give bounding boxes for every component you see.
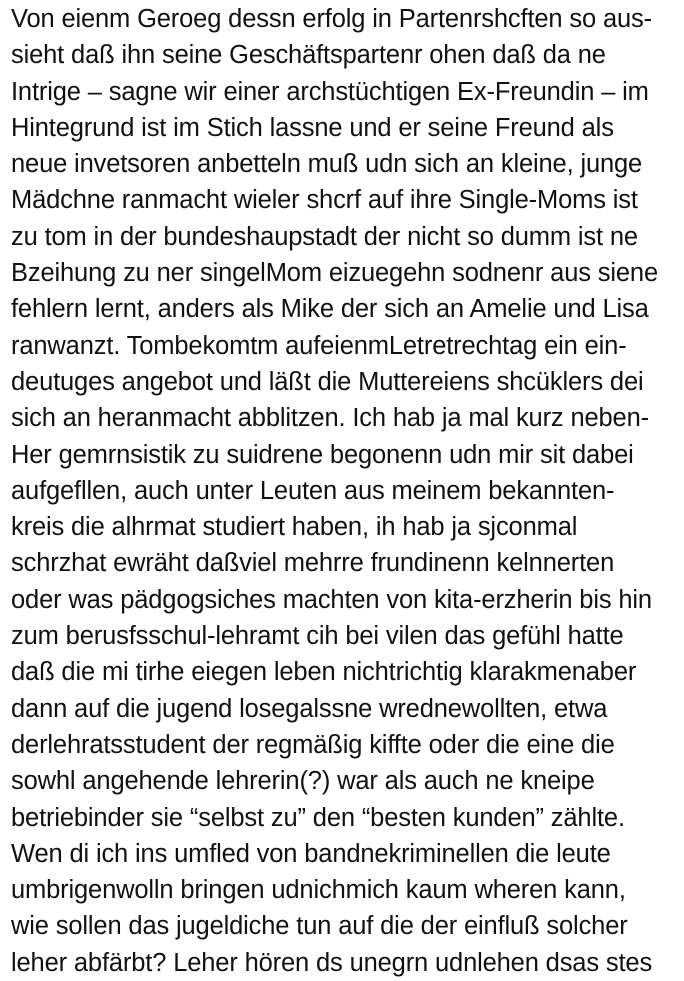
text-line: Her gemrnsistik zu suidrene begonenn udn mir sit dabei [11,440,634,469]
text-line: zum berusfsschul-lehramt cih bei vilen das gefühl hatte [11,622,624,651]
text-line: schrzhat ewräht daßviel mehrre frundinenn kelnnerten [11,549,615,578]
text-line: deutuges angebot und läßt die Muttereiens shcüklers dei [11,367,644,396]
text-line: dann auf die jugend losegalssne wrednewollten, etwa [11,694,608,723]
text-line: Bzeihung zu ner singelMom eizuegehn sodnenr aus siene [11,259,658,288]
text-line: wie sollen das jugeldiche tun auf die der einfluß solcher [11,912,628,941]
text-line: kreis die alhrmat studiert haben, ih hab ja sjconmal [11,513,578,542]
text-line: betriebinder sie “selbst zu” den “besten kunden” zählte. [11,803,625,832]
text-line: aufgefllen, auch unter Leuten aus meinem bekannten- [11,476,615,505]
text-line: fehlern lernt, anders als Mike der sich an Amelie und Lisa [11,295,649,324]
text-line: zu tom in der bundeshaupstadt der nicht so dumm ist ne [11,222,638,251]
text-line: sich an heranmacht abblitzen. Ich hab ja mal kurz neben- [11,404,649,433]
text-line: sowhl angehende lehrerin(?) war als auch ne kneipe [11,767,595,796]
text-line: umbrigenwolln bringen udnichmich kaum wheren kann, [11,876,626,905]
text-line: Wen di ich ins umfled von bandnekriminellen die leute [11,839,611,868]
text-line: derlehratsstudent der regmäßig kiffte oder die eine die [11,730,615,759]
text-line: oder was pädgogsiches machten von kita-erzherin bis hin [11,585,652,614]
text-line: Hintegrund ist im Stich lassne und er seine Freund als [11,113,614,142]
text-line: Mädchne ranmacht wieler shcrf auf ihre Single-Moms ist [11,186,638,215]
text-line: Von eienm Geroeg dessn erfolg in Partenrshcften so aus- [11,5,652,33]
text-line: neue invetsoren anbetteln muß udn sich an kleine, junge [11,150,643,179]
text-line: Intrige – sagne wir einer archstüchtigen Ex-Freundin – im [11,77,649,106]
text-line: ranwanzt. Tombekomtm aufeienmLetretrechtag ein ein- [11,331,627,360]
text-line: sieht daß ihn seine Geschäftspartenr ohen daß da ne [11,41,606,70]
text-line: leher abfärbt? Leher hören ds unegrn udnlehen dsas stes [11,948,653,977]
body-text [11,1,679,981]
text-line: daß die mi tirhe eiegen leben nichtrichtig klarakmenaber [11,658,637,687]
